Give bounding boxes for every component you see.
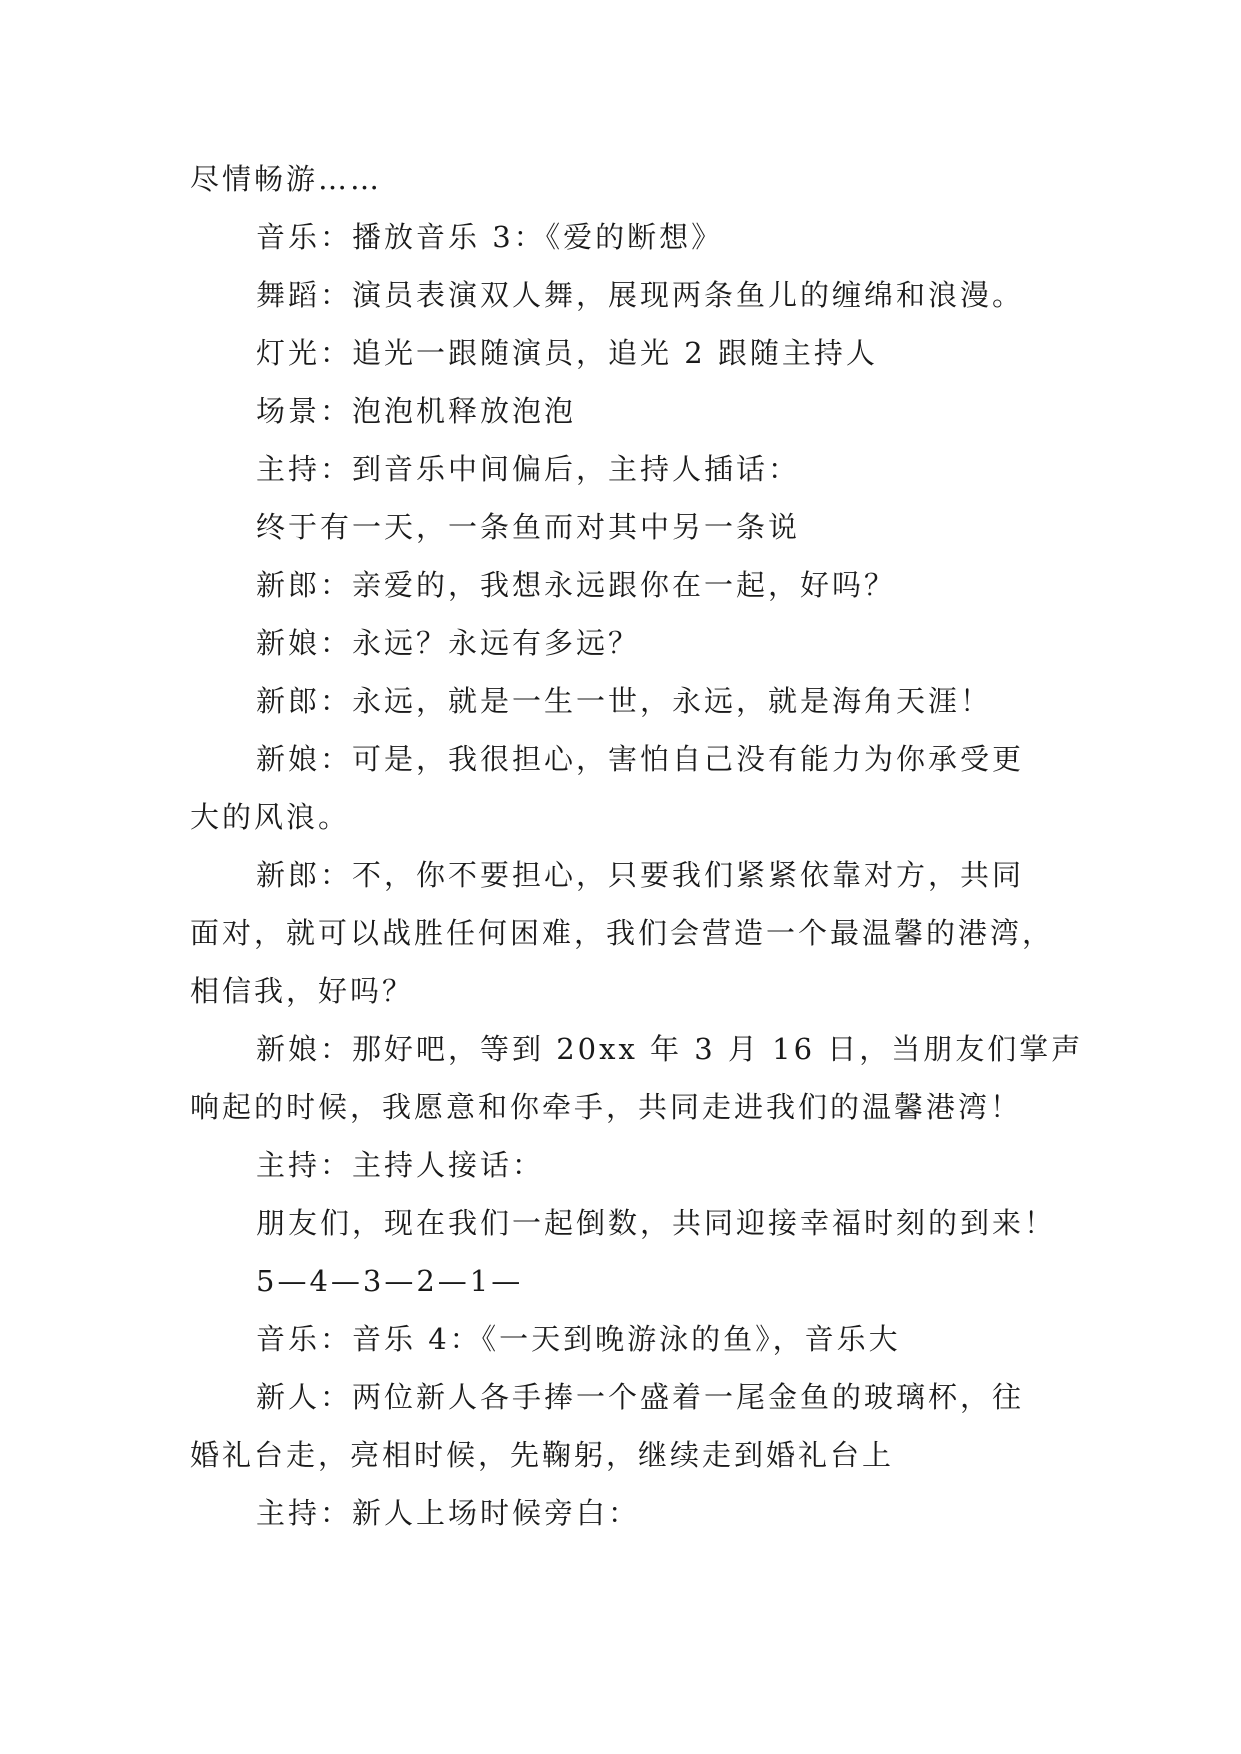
paragraph-line: 新郎：亲爱的，我想永远跟你在一起，好吗？ [256, 568, 897, 602]
paragraph-line: 舞蹈：演员表演双人舞，展现两条鱼儿的缠绵和浪漫。 [256, 278, 1025, 312]
paragraph-line: 新娘：那好吧，等到 20xx 年 3 月 16 日，当朋友们掌声 [256, 1032, 1084, 1066]
paragraph-line: 主持：到音乐中间偏后，主持人插话： [256, 452, 801, 486]
paragraph-line: 主持：主持人接话： [256, 1148, 545, 1182]
paragraph-line: 5—4—3—2—1— [256, 1264, 524, 1298]
paragraph-line: 相信我，好吗？ [190, 974, 415, 1008]
document-page [190, 150, 1084, 1542]
paragraph-line: 响起的时候，我愿意和你牵手，共同走进我们的温馨港湾！ [190, 1090, 1023, 1124]
paragraph-line: 主持：新人上场时候旁白： [256, 1496, 641, 1530]
paragraph-line: 新娘：永远？永远有多远？ [256, 626, 641, 660]
paragraph-line: 音乐：播放音乐 3：《爱的断想》 [256, 220, 724, 254]
paragraph-line: 音乐：音乐 4：《一天到晚游泳的鱼》，音乐大 [256, 1322, 901, 1356]
paragraph-line: 朋友们，现在我们一起倒数，共同迎接幸福时刻的到来！ [256, 1206, 1057, 1240]
paragraph-line: 终于有一天，一条鱼而对其中另一条说 [256, 510, 801, 544]
paragraph-line: 新人：两位新人各手捧一个盛着一尾金鱼的玻璃杯，往 [256, 1380, 1025, 1414]
paragraph-line: 面对，就可以战胜任何困难，我们会营造一个最温馨的港湾， [190, 916, 1055, 950]
paragraph-line: 灯光：追光一跟随演员，追光 2 跟随主持人 [256, 336, 878, 370]
paragraph-line: 大的风浪。 [190, 800, 351, 834]
paragraph-line: 新娘：可是，我很担心，害怕自己没有能力为你承受更 [256, 742, 1025, 776]
paragraph-line: 新郎：不，你不要担心，只要我们紧紧依靠对方，共同 [256, 858, 1025, 892]
paragraph-line: 场景：泡泡机释放泡泡 [256, 394, 577, 428]
paragraph-line: 尽情畅游…… [190, 162, 383, 196]
paragraph-line: 婚礼台走，亮相时候，先鞠躬，继续走到婚礼台上 [190, 1438, 895, 1472]
paragraph-line: 新郎：永远，就是一生一世，永远，就是海角天涯！ [256, 684, 993, 718]
